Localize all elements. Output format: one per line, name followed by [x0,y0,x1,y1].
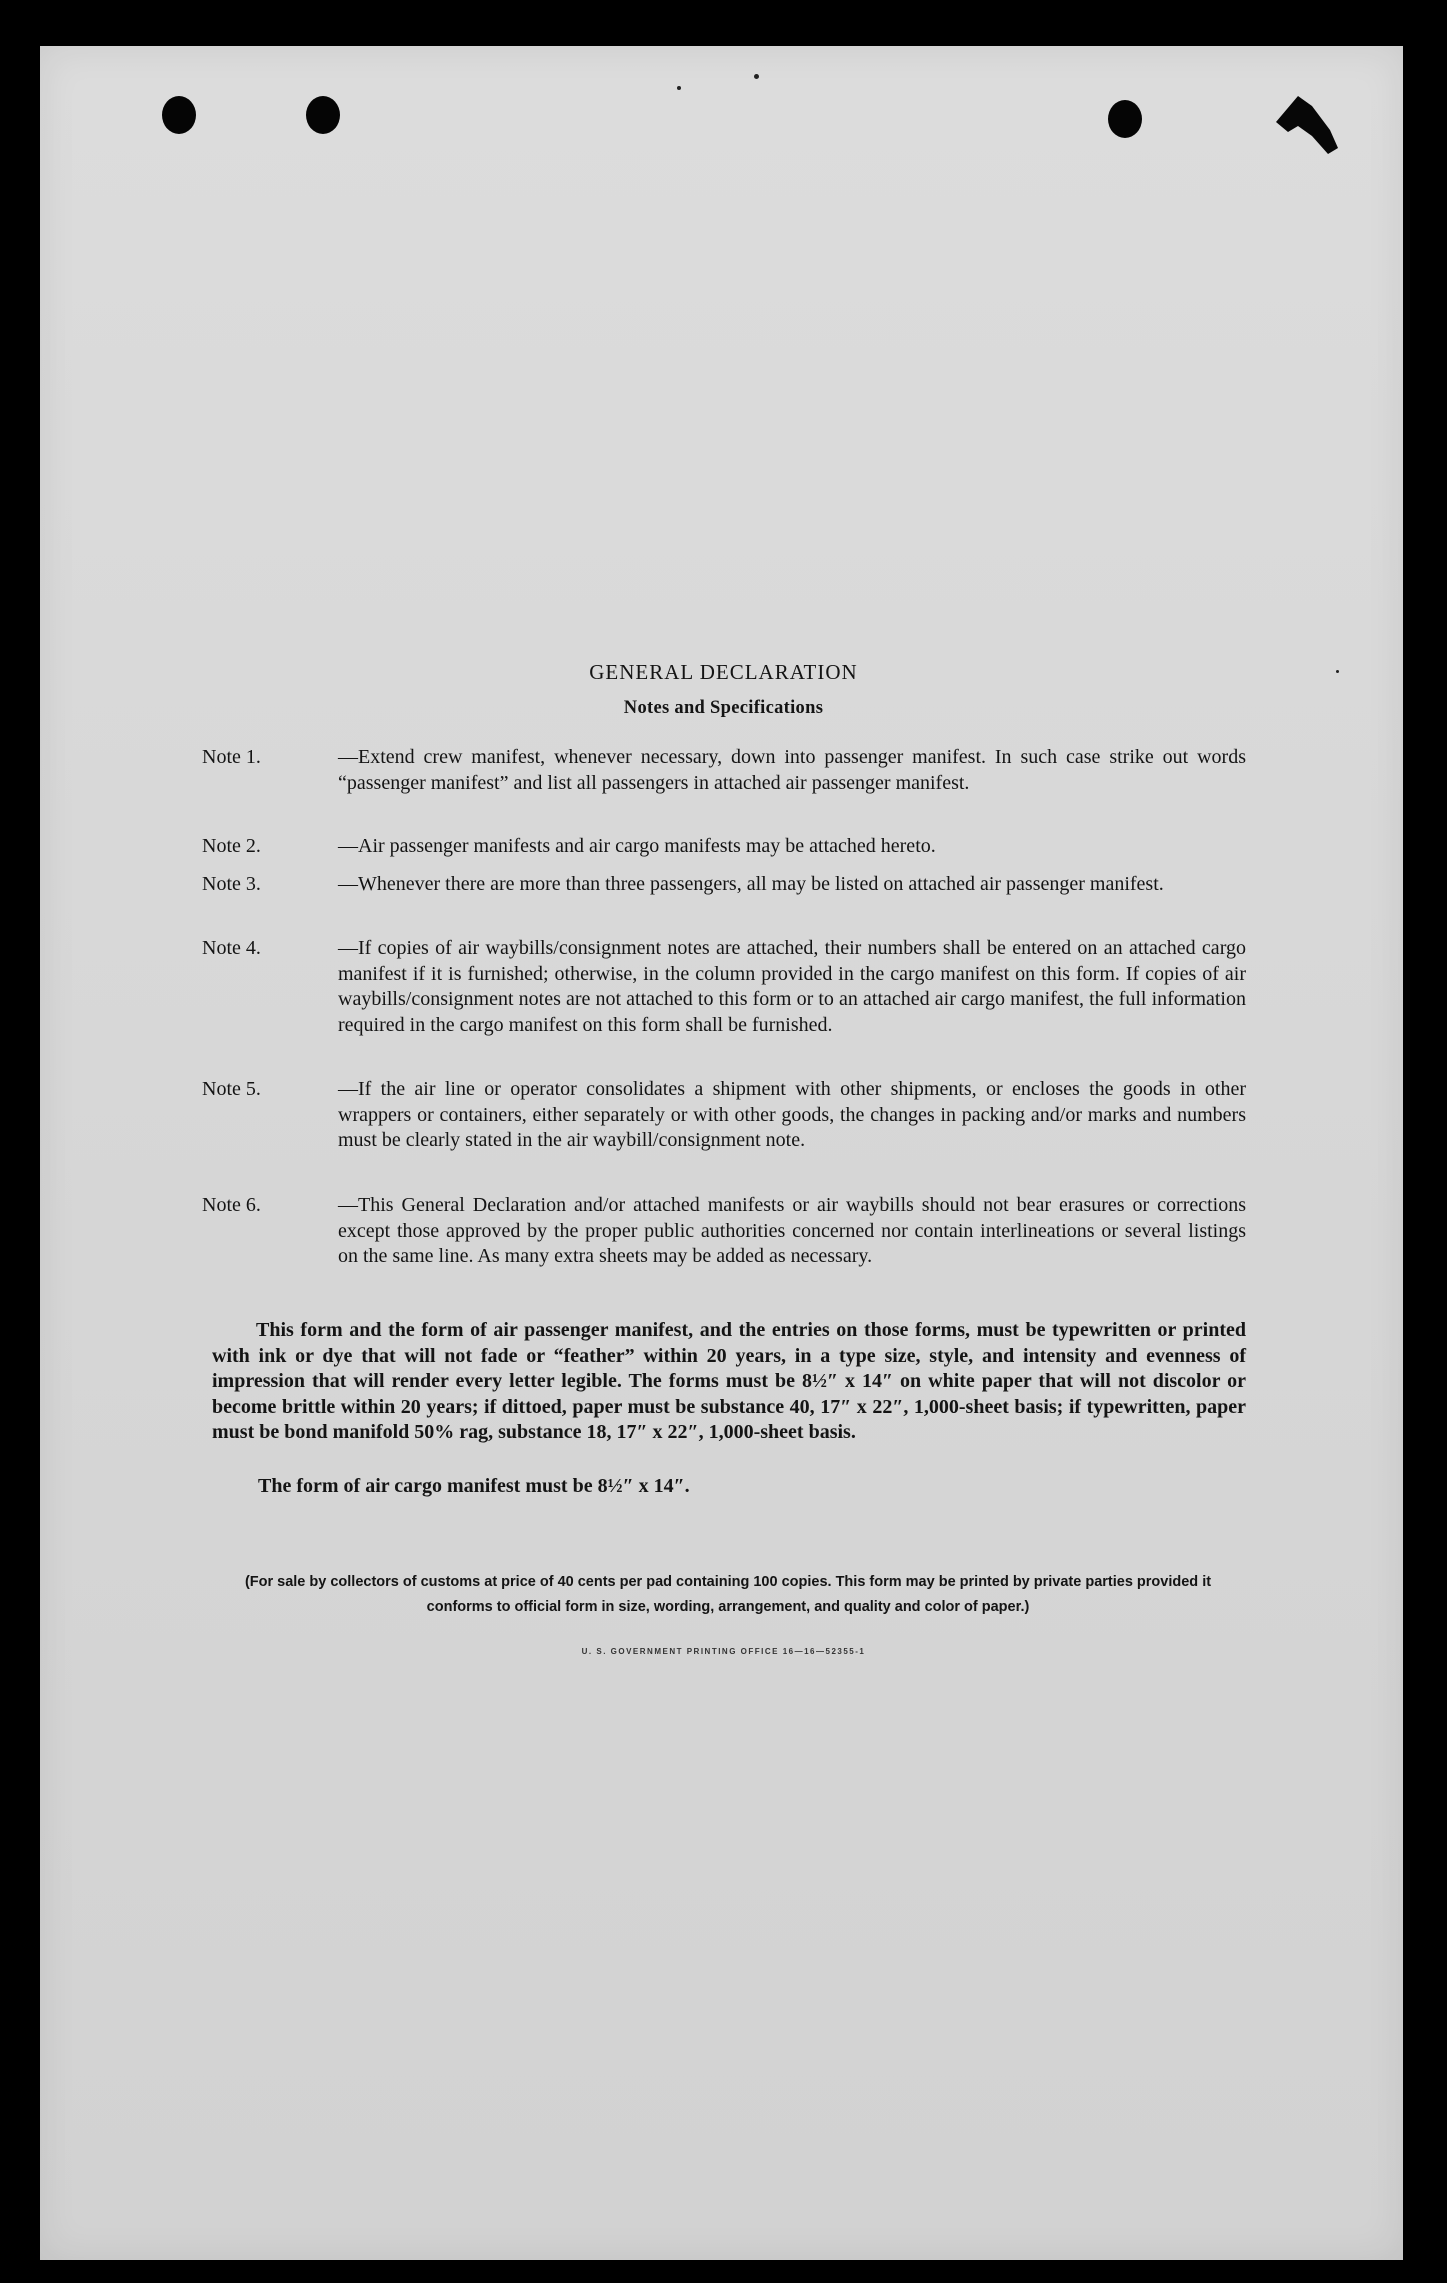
paper-speck [754,74,759,79]
note-label: Note 5. [202,1078,261,1100]
document-title: GENERAL DECLARATION [589,660,858,684]
printer-imprint: U. S. GOVERNMENT PRINTING OFFICE 16—16—52355-1 [581,1647,866,1656]
paper-specification-paragraph: This form and the form of air passenger manifest, and the entries on those forms, must be typewritten or printed with ink or dye that will not fade or “feather” within 20 years, in a type size, style, and intensity and evenness of impression that will render every letter legible. The forms must be 8½″ x 14″ on white paper that will not discolor or become brittle within 20 years; if dittoed, paper must be substance 40, 17″ x 22″, 1,000-sheet basis; if typewritten, paper must be bond manifold 50% rag, substance 18, 17″ x 22″, 1,000-sheet basis. [212,1319,1246,1443]
punch-hole-right [1108,100,1142,138]
note-text: —Air passenger manifests and air cargo manifests may be attached hereto. [338,835,936,857]
note-label: Note 3. [202,873,261,895]
note-4 [202,936,1246,1038]
note-text: —Extend crew manifest, whenever necessary, down into passenger manifest. In such case strike out words “passenger manifest” and list all passengers in attached air passenger manifest. [338,746,1246,794]
punch-hole-left [162,96,196,134]
note-text: —This General Declaration and/or attached manifests or air waybills should not bear erasures or corrections except those approved by the proper public authorities concerned nor contain interlineations or several listings on the same line. As many extra sheets may be added as necessary. [338,1194,1246,1267]
sale-notice: (For sale by collectors of customs at price of 40 cents per pad containing 100 copies. This form may be printed by private parties provided it conforms to official form in size, wording, arrangement, and quality and color of paper.) [244,1574,1212,1615]
note-label: Note 2. [202,835,261,857]
note-6 [202,1193,1246,1270]
note-5 [202,1077,1246,1154]
note-text: —Whenever there are more than three passengers, all may be listed on attached air passenger manifest. [338,873,1164,895]
note-text: —If the air line or operator consolidates a shipment with other shipments, or encloses the goods in other wrappers or containers, either separately or with other goods, the changes in packing and/or marks and numbers must be clearly stated in the air waybill/consignment note. [338,1078,1246,1151]
cargo-manifest-size-line: The form of air cargo manifest must be 8½″ x 14″. [258,1475,690,1497]
note-1 [202,745,1246,796]
note-label: Note 6. [202,1194,261,1216]
note-label: Note 4. [202,937,261,959]
paper-speck [677,86,681,90]
note-2 [202,834,1246,860]
note-label: Note 1. [202,746,261,768]
document-subtitle: Notes and Specifications [623,698,824,718]
note-3 [202,872,1246,898]
note-text: —If copies of air waybills/consignment notes are attached, their numbers shall be entered on an attached cargo manifest if it is furnished; otherwise, in the column provided in the cargo manifest on this form. If copies of air waybills/consignment notes are not attached to this form or to an attached air cargo manifest, the full information required in the cargo manifest on this form shall be furnished. [338,937,1246,1036]
torn-corner-mark [1268,88,1348,168]
punch-hole-center-left [306,96,340,134]
